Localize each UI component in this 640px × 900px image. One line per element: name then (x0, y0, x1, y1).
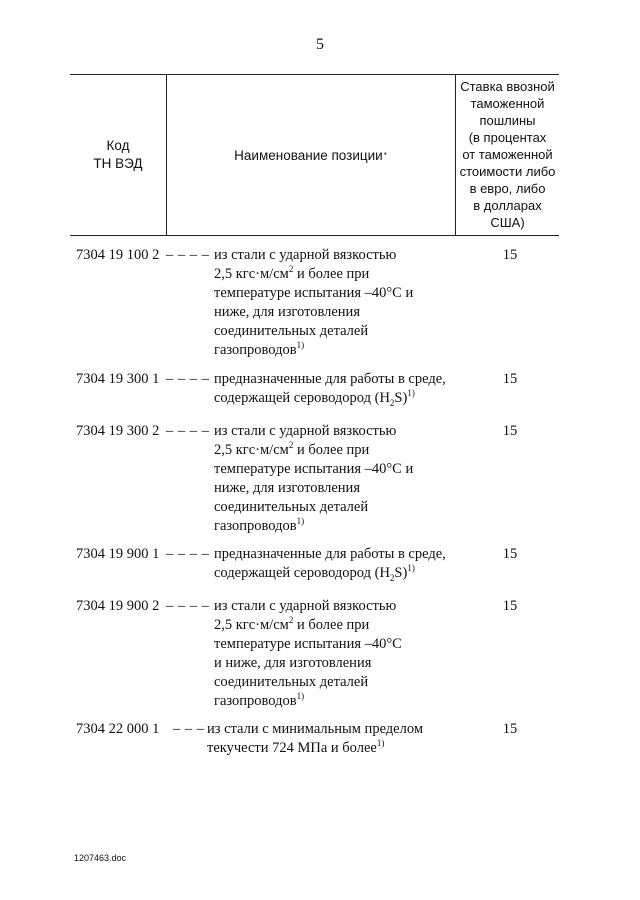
desc-line: соединительных деталей (214, 674, 369, 690)
table-header (70, 74, 559, 236)
row-code: 7304 19 900 1 (76, 546, 160, 562)
row-dashes: – – – – (166, 247, 210, 263)
desc-line: содержащей сероводород $(H_2S)^{1)}$ (214, 563, 415, 583)
row-rate: 15 (502, 423, 518, 439)
desc-line: из стали с ударной вязкостью (214, 247, 397, 263)
row-code: 7304 19 300 2 (76, 423, 160, 439)
header-rate (456, 75, 559, 235)
row-code: 7304 19 300 1 (76, 371, 160, 387)
row-rate: 15 (502, 247, 518, 263)
desc-line: соединительных деталей (214, 323, 369, 339)
row-code: 7304 19 100 2 (76, 247, 160, 263)
row-rate: 15 (502, 598, 518, 614)
desc-line: ниже, для изготовления (214, 480, 360, 496)
header-rate-line: США) (490, 215, 525, 230)
desc-line: 2,5 $кгс\cdot м/см^2$ и более при (214, 440, 370, 458)
header-code-line: ТН ВЭД (93, 156, 143, 171)
header-name-text: Наименование позиции (234, 147, 383, 163)
row-description (214, 545, 474, 583)
desc-line: газопроводов$^{1)}$ (214, 340, 305, 358)
desc-line: текучести 724 МПа и более$^{1)}$ (207, 738, 385, 756)
header-rate-line: Ставка ввозной (460, 79, 555, 94)
desc-line: содержащей сероводород $(H_2S)^{1)}$ (214, 388, 415, 408)
desc-line: газопроводов$^{1)}$ (214, 516, 305, 534)
desc-line: температуре испытания –40°С (214, 636, 402, 652)
header-rate-line: пошлины (479, 113, 536, 128)
row-dashes: – – – – (166, 371, 210, 387)
row-description (214, 422, 474, 536)
row-rate: 15 (502, 546, 518, 562)
header-rate-line: в долларах (473, 198, 542, 213)
row-description (214, 246, 474, 360)
desc-line: и ниже, для изготовления (214, 655, 372, 671)
desc-line: из стали с минимальным пределом (207, 721, 424, 737)
row-code: 7304 22 000 1 (76, 721, 160, 737)
header-name-mark: * (383, 150, 387, 160)
header-name (166, 75, 455, 235)
document-footer: 1207463.doc (74, 853, 127, 863)
desc-line: ниже, для изготовления (214, 304, 360, 320)
row-dashes: – – – – (166, 598, 210, 614)
header-rate-line: от таможенной (462, 147, 553, 162)
row-rate: 15 (502, 371, 518, 387)
desc-line: предназначенные для работы в среде, (214, 546, 446, 562)
desc-line: 2,5 $кгс\cdot м/см^2$ и более при (214, 264, 370, 282)
header-rate-line: таможенной (470, 96, 545, 111)
row-dashes: – – – – (166, 423, 210, 439)
row-dashes: – – – (173, 721, 205, 737)
row-code: 7304 19 900 2 (76, 598, 160, 614)
header-rate-line: (в процентах (468, 130, 547, 145)
header-code-line: Код (106, 138, 130, 153)
header-code (70, 75, 166, 235)
page-number: 5 (316, 36, 324, 53)
desc-line: 2,5 $кгс\cdot м/см^2$ и более при (214, 615, 370, 633)
desc-line: температуре испытания –40°С и (214, 461, 414, 477)
header-rate-line: в евро, либо (469, 181, 546, 196)
desc-line: температуре испытания –40°С и (214, 285, 414, 301)
row-description (207, 720, 467, 758)
desc-line: из стали с ударной вязкостью (214, 598, 397, 614)
row-dashes: – – – – (166, 546, 210, 562)
desc-line: предназначенные для работы в среде, (214, 371, 446, 387)
desc-line: из стали с ударной вязкостью (214, 423, 397, 439)
row-description (214, 370, 474, 408)
row-rate: 15 (502, 721, 518, 737)
header-rate-line: стоимости либо (459, 164, 556, 179)
row-description (214, 597, 474, 711)
desc-line: газопроводов$^{1)}$ (214, 691, 305, 709)
desc-line: соединительных деталей (214, 499, 369, 515)
